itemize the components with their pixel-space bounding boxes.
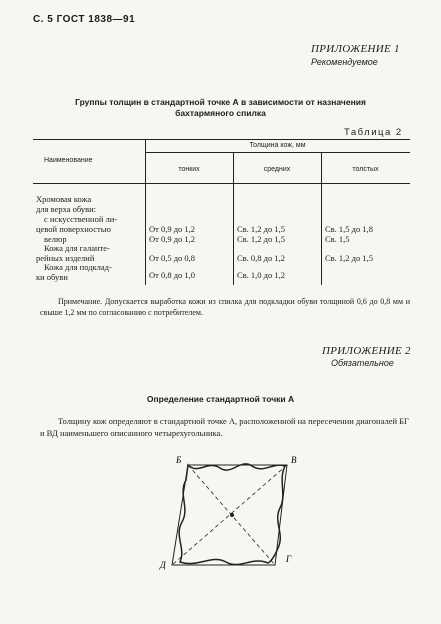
table-cell: Св. 1,2 до 1,5 xyxy=(325,253,374,263)
table-cell: Св. 1,0 до 1,2 xyxy=(237,270,286,280)
table-cell: От 0,5 до 0,8 xyxy=(149,253,196,263)
table-cell: Св. 1,5 до 1,8 xyxy=(325,224,374,234)
table-cell: От 0,9 до 1,2 xyxy=(149,234,196,244)
name-line-7: рейных изделий xyxy=(36,253,95,263)
table-note: Примечание. Допускается выработка кожи из спилка для подкладки обуви толщиной 0,6 до 0,8 мм и свыше 1,2 мм по согласованию с потребителем. xyxy=(40,297,410,317)
col-header-name: Наименование xyxy=(44,157,93,164)
appendix-2-status: Обязательное xyxy=(331,358,394,368)
page-header: С. 5 ГОСТ 1838—91 xyxy=(33,14,136,25)
vertex-label-b: Б xyxy=(176,455,182,465)
table-title-line2: бахтармяного спилка xyxy=(175,108,266,118)
vertex-label-g: Г xyxy=(286,554,292,564)
vertex-label-v: В xyxy=(291,455,297,465)
appendix-1-title: ПРИЛОЖЕНИЕ 1 xyxy=(311,43,400,55)
name-line-1: Хромовая кожа xyxy=(36,194,92,204)
section-paragraph: Толщину кож определяют в стандартной точке А, расположенной на пересечении диагоналей БГ и ВД наименьшего описанного четырехугольника. xyxy=(40,416,409,438)
table-cell: От 0,9 до 1,2 xyxy=(149,224,196,234)
appendix-2-title: ПРИЛОЖЕНИЕ 2 xyxy=(322,345,411,357)
name-line-6: Кожа для галанте- xyxy=(44,243,110,253)
section-title: Определение стандартной точки А xyxy=(146,394,295,404)
name-line-4: цевой поверхностью xyxy=(36,224,111,234)
table-cell: Св. 0,8 до 1,2 xyxy=(237,253,286,263)
table-title-line1: Группы толщин в стандартной точке А в зависимости от назначения xyxy=(75,97,366,107)
table-cell: Св. 1,2 до 1,5 xyxy=(237,234,286,244)
name-line-2: для верха обуви: xyxy=(36,204,97,214)
subcol-thick: толстых xyxy=(352,166,379,173)
diagonal-vd xyxy=(172,465,287,565)
name-line-3: с искусственной ли- xyxy=(44,214,118,224)
standard-point-a xyxy=(230,513,234,517)
name-line-5: велюр xyxy=(44,234,67,244)
table-cell: Св. 1,5 xyxy=(325,234,350,244)
vertex-label-d: Д xyxy=(160,560,166,570)
subcol-thin: тонких xyxy=(178,166,200,173)
table-cell: Св. 1,2 до 1,5 xyxy=(237,224,286,234)
table-cell: От 0,8 до 1,0 xyxy=(149,270,196,280)
name-line-8: Кожа для подклад- xyxy=(44,262,112,272)
appendix-1-status: Рекомендуемое xyxy=(311,57,378,67)
subcol-medium: средних xyxy=(263,166,291,173)
table-label: Таблица 2 xyxy=(344,127,403,138)
name-line-9: ки обуви xyxy=(36,272,68,282)
col-header-thickness: Толщина кож, мм xyxy=(249,142,306,149)
standard-point-diagram xyxy=(140,450,320,575)
